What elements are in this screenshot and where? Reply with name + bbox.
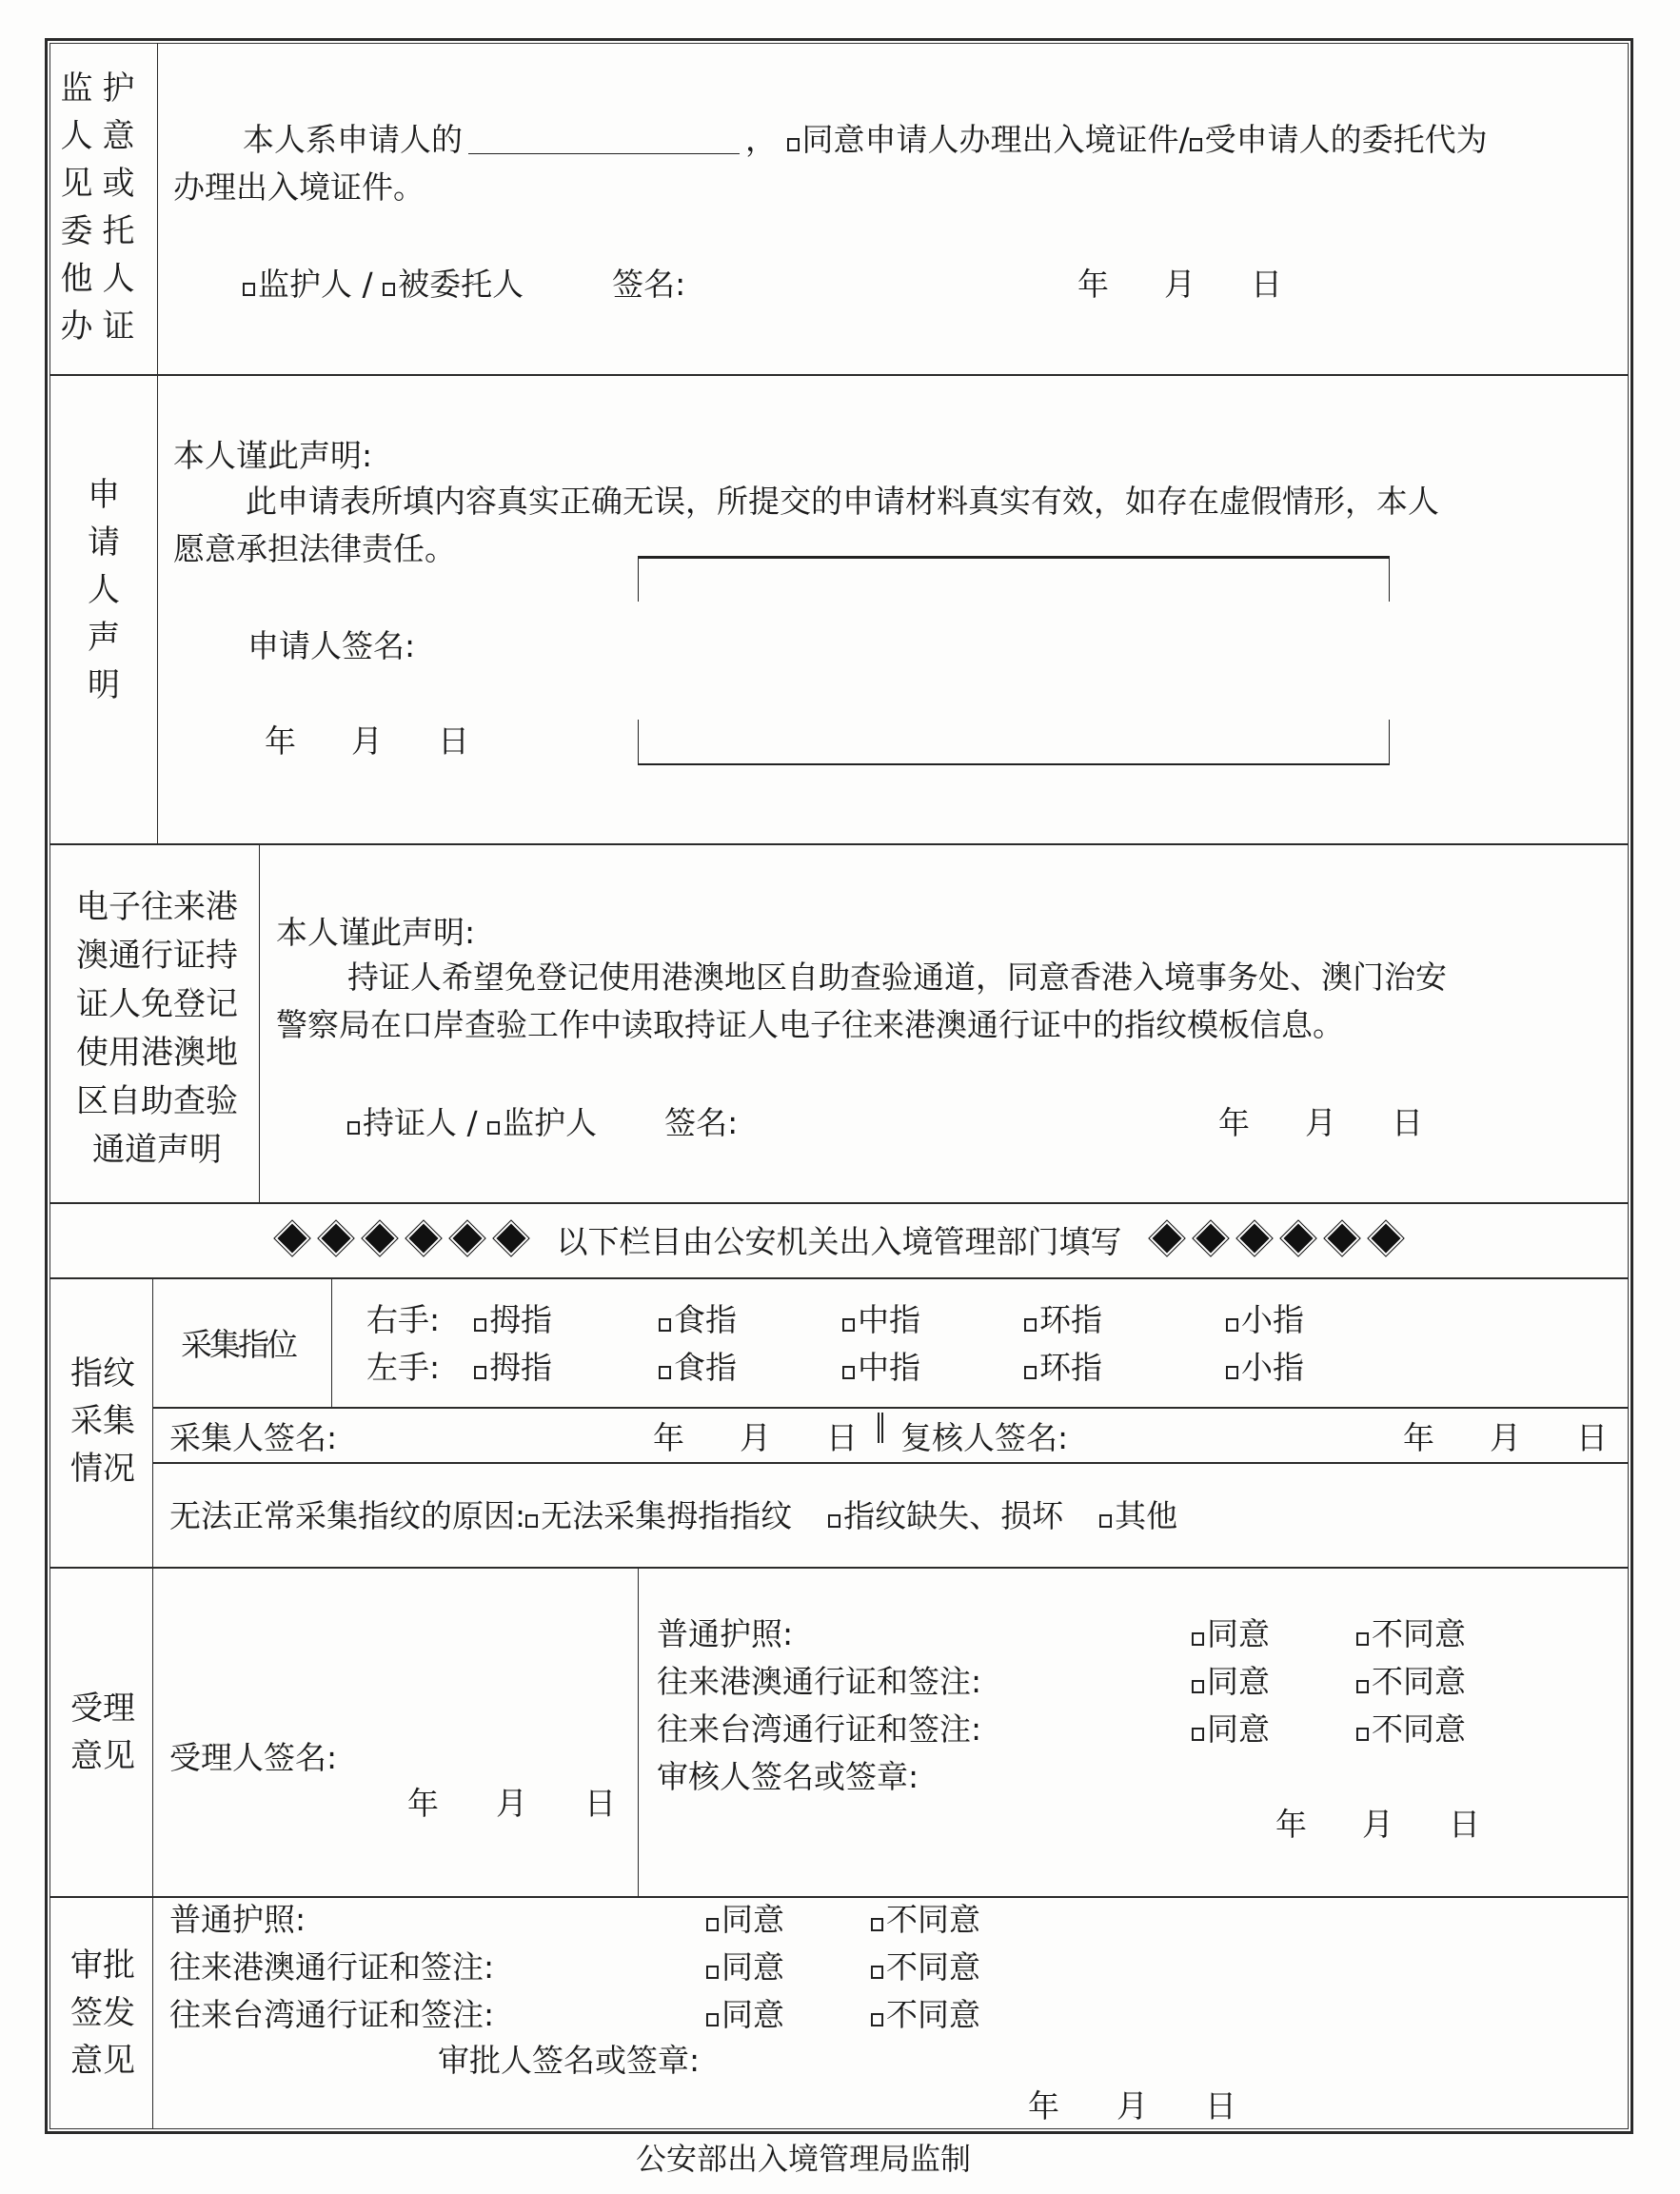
label-line: 申: [88, 476, 120, 514]
right-hand-finger-1[interactable]: [474, 1301, 552, 1338]
checkbox[interactable]: [487, 1121, 500, 1135]
applicant-declare-heading: 本人谨此声明:: [173, 437, 373, 474]
agree-option[interactable]: [706, 1948, 784, 1986]
finger-label: 拇指: [489, 1301, 552, 1338]
checkbox[interactable]: [871, 1966, 883, 1979]
date-year: 年: [1275, 1806, 1307, 1843]
date-year: 年: [1028, 2087, 1059, 2125]
guardian-statement-line2: 办理出入境证件。: [173, 168, 425, 206]
checkbox[interactable]: [706, 2013, 719, 2026]
diamond-icon: [363, 1221, 398, 1256]
option-label: 不同意: [1372, 1710, 1466, 1748]
diamond-icon: [494, 1221, 529, 1256]
eepass-role-row: [347, 1104, 739, 1141]
reviewer-date[interactable]: [1403, 1419, 1608, 1456]
label-line: 澳通行证持: [76, 937, 238, 975]
checkbox[interactable]: [1226, 1318, 1238, 1332]
right-hand-finger-3[interactable]: [842, 1301, 920, 1338]
option-label: 指纹缺失、损坏: [843, 1497, 1064, 1534]
option-label: 同意: [1207, 1710, 1270, 1748]
date-month: 月: [1362, 1806, 1393, 1843]
guardian-date[interactable]: [1077, 266, 1282, 303]
checkbox[interactable]: [842, 1318, 855, 1332]
label-line: 电子往来港: [76, 888, 238, 926]
document-type-label: 往来台湾通行证和签注:: [657, 1710, 982, 1748]
diamond-row-left: [270, 1223, 533, 1260]
checkbox[interactable]: [1356, 1632, 1369, 1646]
checkbox[interactable]: [1192, 1632, 1204, 1646]
finger-label: 小指: [1241, 1301, 1304, 1338]
right-hand-label: 右手:: [366, 1301, 441, 1338]
failure-option-other[interactable]: [1099, 1497, 1178, 1534]
date-day: 日: [584, 1785, 616, 1822]
diamond-icon: [1281, 1221, 1316, 1256]
checkbox[interactable]: [787, 138, 800, 151]
disagree-option[interactable]: [871, 1948, 980, 1986]
guardian-statement-line1: [243, 121, 1488, 158]
diamond-icon: [1237, 1221, 1273, 1256]
checkbox[interactable]: [525, 1514, 538, 1528]
applicant-declare-line2: 愿意承担法律责任。: [173, 530, 456, 567]
diamond-icon: [1325, 1221, 1360, 1256]
label-line: 意见: [70, 1737, 135, 1775]
label-column-divider-top: [157, 43, 158, 843]
option-label: 不同意: [1372, 1663, 1466, 1700]
guardian-section-label: [57, 65, 148, 350]
date-year: 年: [265, 722, 296, 760]
divider-fingerprint-acceptance: [49, 1567, 1629, 1569]
date-year: 年: [1077, 266, 1109, 303]
document-type-label: 往来港澳通行证和签注:: [657, 1663, 982, 1700]
checkbox[interactable]: [383, 283, 395, 296]
failure-option-missing[interactable]: [828, 1497, 1064, 1534]
finger-label: 食指: [674, 1349, 737, 1386]
date-month: 月: [1164, 266, 1196, 303]
finger-label: 拇指: [489, 1349, 552, 1386]
position-label-divider: [331, 1277, 332, 1407]
option-label: 不同意: [886, 1901, 980, 1938]
applicant-signature-box[interactable]: [638, 556, 1390, 765]
date-year: 年: [1403, 1419, 1434, 1456]
divider-fingerprint-positions: [152, 1407, 1629, 1409]
left-hand-finger-5[interactable]: [1226, 1349, 1304, 1386]
checkbox[interactable]: [828, 1514, 840, 1528]
right-hand-finger-5[interactable]: [1226, 1301, 1304, 1338]
label-line: 监护: [60, 69, 145, 108]
agree-option[interactable]: [706, 1996, 784, 2033]
option-label: 同意: [721, 1996, 784, 2033]
label-line: 采集: [70, 1402, 135, 1440]
option-label: 不同意: [886, 1996, 980, 2033]
disagree-option[interactable]: [1356, 1663, 1466, 1700]
label-line: 他人: [60, 260, 145, 298]
right-hand-finger-4[interactable]: [1024, 1301, 1102, 1338]
relationship-field[interactable]: [468, 125, 740, 154]
option-label: 其他: [1115, 1497, 1178, 1534]
checkbox[interactable]: [1192, 1728, 1204, 1741]
finger-label: 环指: [1039, 1349, 1102, 1386]
failure-reason-row: [169, 1497, 1178, 1534]
left-hand-finger-1[interactable]: [474, 1349, 552, 1386]
finger-label: 中指: [858, 1349, 920, 1386]
date-month: 月: [1490, 1419, 1521, 1456]
checkbox[interactable]: [474, 1366, 486, 1379]
fingerprint-section-label: [57, 1350, 148, 1492]
checkbox[interactable]: [243, 283, 255, 296]
checkbox[interactable]: [474, 1318, 486, 1332]
banner-text: 以下栏目由公安机关出入境管理部门填写: [556, 1223, 1122, 1260]
disagree-option[interactable]: [1356, 1615, 1466, 1652]
eepass-signature-label: 签名:: [664, 1104, 739, 1141]
checkbox[interactable]: [1356, 1680, 1369, 1693]
guardian-role-row: [243, 266, 686, 303]
checkbox[interactable]: [1356, 1728, 1369, 1741]
checkbox[interactable]: [1024, 1318, 1037, 1332]
box-bottom-edge: [638, 763, 1390, 765]
date-day: 日: [1576, 1419, 1608, 1456]
footer-issuer: 公安部出入境管理局监制: [636, 2141, 972, 2177]
eepass-declare-line2: 警察局在口岸查验工作中读取持证人电子往来港澳通行证中的指纹模板信息。: [276, 1006, 1344, 1043]
eepass-date[interactable]: [1218, 1104, 1423, 1141]
option-label: 不同意: [886, 1948, 980, 1986]
label-line: 请: [88, 524, 120, 562]
checkbox[interactable]: [659, 1366, 671, 1379]
reviewer-signature-label: 复核人签名:: [900, 1419, 1069, 1456]
label-line: 见或: [60, 165, 145, 203]
label-line: 通道声明: [92, 1131, 222, 1169]
applicant-declare-line1: 此申请表所填内容真实正确无误，所提交的申请材料真实有效，如存在虚假情形，本人: [246, 483, 1439, 520]
checkbox[interactable]: [1099, 1514, 1112, 1528]
finger-label: 中指: [858, 1301, 920, 1338]
role-guardian[interactable]: [487, 1104, 598, 1141]
date-month: 月: [1117, 2087, 1148, 2125]
guardian-prefix: 本人系申请人的: [243, 121, 463, 158]
applicant-signature-label: 申请人签名:: [247, 627, 416, 664]
agree-option[interactable]: [706, 1901, 784, 1938]
box-top-edge: [638, 556, 1390, 559]
diamond-icon: [319, 1221, 354, 1256]
date-month: 月: [351, 722, 383, 760]
left-hand-finger-2[interactable]: [659, 1349, 737, 1386]
date-day: 日: [826, 1419, 858, 1456]
role-entrusted[interactable]: [383, 266, 524, 303]
divider-eepass-banner: [49, 1202, 1629, 1204]
collector-signature-label: 采集人签名:: [169, 1419, 338, 1456]
label-line: 签发: [70, 1994, 135, 2032]
document-type-label: 普通护照:: [169, 1901, 306, 1938]
date-month: 月: [740, 1419, 771, 1456]
date-month: 月: [1305, 1104, 1336, 1141]
role-holder[interactable]: [347, 1104, 478, 1141]
diamond-icon: [1369, 1221, 1404, 1256]
disagree-option[interactable]: [871, 1901, 980, 1938]
approval-date[interactable]: [1028, 2087, 1236, 2125]
box-corner: [1389, 720, 1390, 765]
diamond-row-right: [1145, 1223, 1408, 1260]
option-entrusted-apply[interactable]: [1190, 121, 1488, 158]
collector-date[interactable]: [653, 1419, 858, 1456]
label-line: 区自助查验: [76, 1082, 238, 1120]
eepass-declare-line1: 持证人希望免登记使用港澳地区自助查验通道，同意香港入境事务处、澳门治安: [347, 959, 1447, 996]
right-hand-finger-2[interactable]: [659, 1301, 737, 1338]
box-corner: [638, 556, 639, 602]
option-label: 无法采集拇指指纹: [541, 1497, 793, 1534]
approver-signature-label: 审批人签名或签章:: [438, 2042, 701, 2079]
date-day: 日: [1205, 2087, 1236, 2125]
label-line: 人: [88, 571, 120, 609]
date-day: 日: [1251, 266, 1282, 303]
label-line: 声: [88, 619, 120, 657]
checkbox[interactable]: [659, 1318, 671, 1332]
divider-acceptance-approval: [49, 1896, 1629, 1898]
finger-label: 环指: [1039, 1301, 1102, 1338]
applicant-section-label: [67, 471, 141, 709]
divider-banner-fingerprint: [49, 1277, 1629, 1279]
label-line: 证人免登记: [76, 985, 238, 1023]
label-line: 委托: [60, 212, 145, 250]
checkbox[interactable]: [871, 2013, 883, 2026]
option-label: 同意: [1207, 1663, 1270, 1700]
handler-signature-label: 受理人签名:: [169, 1739, 338, 1776]
document-type-label: 往来台湾通行证和签注:: [169, 1996, 495, 2033]
option-label: 被委托人: [398, 266, 524, 303]
left-hand-label: 左手:: [366, 1349, 441, 1386]
document-type-label: 往来港澳通行证和签注:: [169, 1948, 495, 1986]
option-label: 同意: [1207, 1615, 1270, 1652]
eepass-declare-heading: 本人谨此声明:: [276, 914, 476, 951]
official-use-banner: [49, 1223, 1629, 1260]
label-column-divider-bottom: [152, 1277, 153, 2129]
date-year: 年: [653, 1419, 684, 1456]
label-line: 办证: [60, 307, 145, 346]
option-agree-apply[interactable]: [787, 121, 1190, 158]
acceptance-reviewer-date[interactable]: [1275, 1806, 1480, 1843]
checkbox[interactable]: [1190, 138, 1202, 151]
acceptance-reviewer-label: 审核人签名或签章:: [657, 1758, 919, 1795]
disagree-option[interactable]: [1356, 1710, 1466, 1748]
diamond-icon: [275, 1221, 310, 1256]
divider-applicant-eepass: [49, 843, 1629, 845]
divider-fingerprint-signatures: [152, 1462, 1629, 1464]
label-line: 使用港澳地: [76, 1034, 238, 1072]
checkbox[interactable]: [347, 1121, 360, 1135]
applicant-date[interactable]: [265, 722, 469, 760]
failure-reason-label: 无法正常采集指纹的原因:: [169, 1497, 526, 1534]
approval-section-label: [57, 1942, 148, 2085]
label-line: 情况: [70, 1450, 135, 1488]
checkbox[interactable]: [706, 1966, 719, 1979]
failure-option-thumb[interactable]: [525, 1497, 793, 1534]
date-year: 年: [1218, 1104, 1250, 1141]
acceptance-section-label: [57, 1685, 148, 1780]
box-corner: [1389, 556, 1390, 602]
label-line: 人意: [60, 117, 145, 155]
acceptance-middle-divider: [638, 1567, 639, 1896]
diamond-icon: [450, 1221, 485, 1256]
date-month: 月: [496, 1785, 527, 1822]
disagree-option[interactable]: [871, 1996, 980, 2033]
handler-date[interactable]: [407, 1785, 616, 1822]
option-label: 同意申请人办理出入境证件/: [801, 121, 1190, 158]
role-guardian[interactable]: [243, 266, 373, 303]
checkbox[interactable]: [1192, 1680, 1204, 1693]
separator: ，: [745, 121, 777, 158]
label-line: 指纹: [70, 1354, 135, 1393]
option-label: 监护人 /: [258, 266, 373, 303]
label-line: 意见: [70, 2042, 135, 2080]
date-year: 年: [407, 1785, 439, 1822]
agree-option[interactable]: [1192, 1663, 1270, 1700]
diamond-icon: [406, 1221, 442, 1256]
option-label: 同意: [721, 1901, 784, 1938]
collector-reviewer-separator: [878, 1413, 883, 1443]
checkbox[interactable]: [1226, 1366, 1238, 1379]
checkbox[interactable]: [706, 1918, 719, 1931]
option-label: 持证人 /: [363, 1104, 478, 1141]
date-day: 日: [1392, 1104, 1423, 1141]
left-hand-finger-4[interactable]: [1024, 1349, 1102, 1386]
agree-option[interactable]: [1192, 1615, 1270, 1652]
finger-label: 食指: [674, 1301, 737, 1338]
position-label: 采集指位: [181, 1326, 295, 1363]
eepass-section-label: [57, 883, 257, 1175]
option-label: 受申请人的委托代为: [1204, 121, 1488, 158]
checkbox[interactable]: [1024, 1366, 1037, 1379]
right-hand-row: [366, 1301, 441, 1338]
option-label: 监护人: [503, 1104, 598, 1141]
finger-label: 小指: [1241, 1349, 1304, 1386]
box-corner: [638, 720, 639, 765]
option-label: 同意: [721, 1948, 784, 1986]
divider-guardian-applicant: [49, 374, 1629, 376]
date-day: 日: [438, 722, 469, 760]
label-column-divider-eepass: [259, 843, 260, 1202]
guardian-signature-label: 签名:: [612, 266, 686, 303]
date-day: 日: [1449, 1806, 1480, 1843]
left-hand-finger-3[interactable]: [842, 1349, 920, 1386]
checkbox[interactable]: [842, 1366, 855, 1379]
label-line: 审批: [70, 1947, 135, 1985]
document-type-label: 普通护照:: [657, 1615, 794, 1652]
diamond-icon: [1150, 1221, 1185, 1256]
checkbox[interactable]: [871, 1918, 883, 1931]
diamond-icon: [1194, 1221, 1229, 1256]
agree-option[interactable]: [1192, 1710, 1270, 1748]
left-hand-row: [366, 1349, 441, 1386]
label-line: 明: [88, 666, 120, 704]
label-line: 受理: [70, 1690, 135, 1728]
option-label: 不同意: [1372, 1615, 1466, 1652]
